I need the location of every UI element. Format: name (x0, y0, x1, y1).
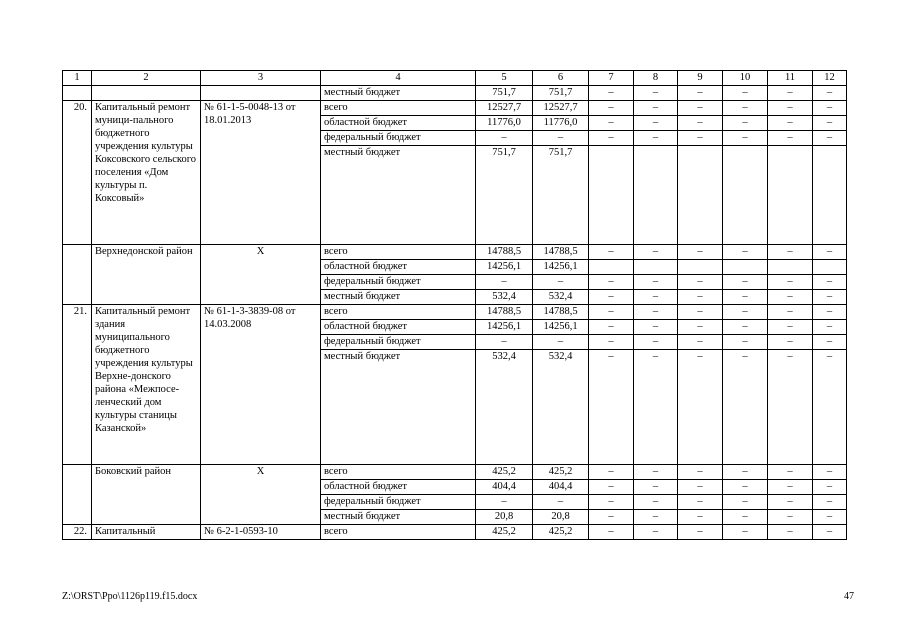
value-col7: – (589, 495, 634, 510)
value-col12: – (813, 495, 847, 510)
funding-source: местный бюджет (321, 146, 476, 245)
value-col10: – (723, 245, 768, 260)
value-col11: – (768, 495, 813, 510)
value-col11: – (768, 305, 813, 320)
value-col5: – (476, 495, 533, 510)
value-col5: – (476, 275, 533, 290)
value-col5: 404,4 (476, 480, 533, 495)
value-col11: – (768, 86, 813, 101)
value-col8: – (634, 101, 678, 116)
value-col9: – (678, 275, 723, 290)
value-col11: – (768, 350, 813, 465)
district-name: Боковский район (92, 465, 201, 525)
value-col7: – (589, 320, 634, 335)
value-col6: 425,2 (533, 465, 589, 480)
value-col9: – (678, 245, 723, 260)
funding-source: федеральный бюджет (321, 495, 476, 510)
value-col9: – (678, 131, 723, 146)
funding-source: всего (321, 245, 476, 260)
value-col7: – (589, 116, 634, 131)
value-col6: – (533, 275, 589, 290)
document-number: № 61-1-5-0048-13 от 18.01.2013 (201, 101, 321, 245)
value-col10: – (723, 465, 768, 480)
value-col6: 14256,1 (533, 320, 589, 335)
funding-source: местный бюджет (321, 86, 476, 101)
value-col8: – (634, 305, 678, 320)
object-name: Капитальный ремонт здания муниципального бюджетного учреждения культуры Верхне-донского района «Межпосе-ленческий дом культуры станицы Казанской» (92, 305, 201, 465)
header-row (63, 71, 847, 86)
value-col10: – (723, 510, 768, 525)
value-col11: – (768, 116, 813, 131)
header-cell: 1 (63, 71, 92, 86)
value-col12: – (813, 465, 847, 480)
value-col9: – (678, 480, 723, 495)
value-col9: – (678, 320, 723, 335)
value-col12: – (813, 350, 847, 465)
table-row (63, 465, 847, 480)
value-col6: 20,8 (533, 510, 589, 525)
value-col6: 12527,7 (533, 101, 589, 116)
row-number: 20. (63, 101, 92, 245)
value-col6: 404,4 (533, 480, 589, 495)
value-col11: – (768, 101, 813, 116)
value-col11: – (768, 245, 813, 260)
value-col8: – (634, 275, 678, 290)
value-col9: – (678, 335, 723, 350)
value-col7: – (589, 525, 634, 540)
x-mark: X (201, 245, 321, 305)
value-col8: – (634, 465, 678, 480)
value-col7: – (589, 131, 634, 146)
value-col10 (723, 260, 768, 275)
value-col8: – (634, 510, 678, 525)
value-col8: – (634, 245, 678, 260)
value-col6: 14788,5 (533, 305, 589, 320)
value-col9: – (678, 525, 723, 540)
value-col10: – (723, 290, 768, 305)
document-number: № 61-1-3-3839-08 от 14.03.2008 (201, 305, 321, 465)
value-col6: 751,7 (533, 146, 589, 245)
funding-source: всего (321, 465, 476, 480)
value-col7: – (589, 335, 634, 350)
header-cell: 12 (813, 71, 847, 86)
value-col6: – (533, 335, 589, 350)
value-col9: – (678, 350, 723, 465)
table-row (63, 245, 847, 260)
value-col8: – (634, 350, 678, 465)
value-col10: – (723, 131, 768, 146)
value-col12: – (813, 525, 847, 540)
header-cell: 3 (201, 71, 321, 86)
value-col9: – (678, 290, 723, 305)
value-col10: – (723, 525, 768, 540)
object-name: Капитальный (92, 525, 201, 540)
value-col5: 425,2 (476, 465, 533, 480)
value-col9: – (678, 86, 723, 101)
value-col7: – (589, 465, 634, 480)
empty-cell (201, 86, 321, 101)
value-col8: – (634, 480, 678, 495)
header-cell: 2 (92, 71, 201, 86)
value-col8: – (634, 116, 678, 131)
footer-file-path: Z:\ORST\Ppo\1126p119.f15.docx (62, 591, 198, 602)
value-col12: – (813, 305, 847, 320)
budget-table (62, 70, 847, 540)
document-number: № 6-2-1-0593-10 (201, 525, 321, 540)
value-col7: – (589, 305, 634, 320)
value-col12: – (813, 275, 847, 290)
value-col12: – (813, 86, 847, 101)
value-col6: 14256,1 (533, 260, 589, 275)
value-col6: 532,4 (533, 350, 589, 465)
value-col7: – (589, 510, 634, 525)
funding-source: областной бюджет (321, 480, 476, 495)
table-row (63, 305, 847, 320)
table-row (63, 86, 847, 101)
value-col5: 14256,1 (476, 260, 533, 275)
value-col11 (768, 146, 813, 245)
value-col5: 12527,7 (476, 101, 533, 116)
funding-source: местный бюджет (321, 290, 476, 305)
x-mark: X (201, 465, 321, 525)
header-cell: 5 (476, 71, 533, 86)
value-col8: – (634, 86, 678, 101)
value-col10: – (723, 305, 768, 320)
value-col10: – (723, 101, 768, 116)
header-cell: 10 (723, 71, 768, 86)
value-col9: – (678, 116, 723, 131)
funding-source: федеральный бюджет (321, 335, 476, 350)
value-col12: – (813, 116, 847, 131)
value-col8: – (634, 290, 678, 305)
value-col11: – (768, 465, 813, 480)
value-col12: – (813, 101, 847, 116)
table-row (63, 101, 847, 116)
value-col11: – (768, 290, 813, 305)
value-col11: – (768, 335, 813, 350)
value-col7: – (589, 245, 634, 260)
value-col5: 425,2 (476, 525, 533, 540)
value-col12: – (813, 480, 847, 495)
value-col8: – (634, 131, 678, 146)
value-col6: 425,2 (533, 525, 589, 540)
empty-cell (63, 86, 92, 101)
value-col9: – (678, 495, 723, 510)
value-col7: – (589, 290, 634, 305)
value-col11: – (768, 131, 813, 146)
value-col5: – (476, 131, 533, 146)
value-col5: 532,4 (476, 350, 533, 465)
value-col5: 751,7 (476, 146, 533, 245)
value-col6: 751,7 (533, 86, 589, 101)
value-col10: – (723, 350, 768, 465)
district-name: Верхнедонской район (92, 245, 201, 305)
funding-source: федеральный бюджет (321, 275, 476, 290)
value-col10: – (723, 275, 768, 290)
value-col5: 20,8 (476, 510, 533, 525)
value-col10 (723, 146, 768, 245)
value-col12: – (813, 335, 847, 350)
value-col8: – (634, 495, 678, 510)
value-col7 (589, 260, 634, 275)
value-col9: – (678, 510, 723, 525)
value-col9: – (678, 305, 723, 320)
value-col12: – (813, 245, 847, 260)
value-col5: 751,7 (476, 86, 533, 101)
value-col5: – (476, 335, 533, 350)
value-col10: – (723, 320, 768, 335)
value-col10: – (723, 480, 768, 495)
value-col7: – (589, 350, 634, 465)
value-col10: – (723, 86, 768, 101)
value-col8: – (634, 335, 678, 350)
value-col5: 11776,0 (476, 116, 533, 131)
value-col7: – (589, 101, 634, 116)
value-col11: – (768, 510, 813, 525)
value-col12 (813, 260, 847, 275)
header-cell: 6 (533, 71, 589, 86)
value-col6: 14788,5 (533, 245, 589, 260)
header-cell: 7 (589, 71, 634, 86)
funding-source: областной бюджет (321, 116, 476, 131)
value-col5: 14788,5 (476, 305, 533, 320)
value-col9: – (678, 465, 723, 480)
value-col7: – (589, 86, 634, 101)
table-row (63, 525, 847, 540)
value-col9: – (678, 101, 723, 116)
value-col11: – (768, 275, 813, 290)
value-col12: – (813, 131, 847, 146)
header-cell: 11 (768, 71, 813, 86)
funding-source: всего (321, 525, 476, 540)
value-col11 (768, 260, 813, 275)
value-col11: – (768, 525, 813, 540)
value-col9 (678, 146, 723, 245)
value-col5: 14788,5 (476, 245, 533, 260)
funding-source: всего (321, 305, 476, 320)
header-cell: 9 (678, 71, 723, 86)
funding-source: областной бюджет (321, 320, 476, 335)
empty-cell (92, 86, 201, 101)
header-cell: 4 (321, 71, 476, 86)
funding-source: областной бюджет (321, 260, 476, 275)
empty-cell (63, 465, 92, 525)
funding-source: федеральный бюджет (321, 131, 476, 146)
row-number: 21. (63, 305, 92, 465)
row-number: 22. (63, 525, 92, 540)
value-col8 (634, 260, 678, 275)
empty-cell (63, 245, 92, 305)
value-col7: – (589, 480, 634, 495)
value-col11: – (768, 480, 813, 495)
value-col12: – (813, 290, 847, 305)
value-col12 (813, 146, 847, 245)
funding-source: всего (321, 101, 476, 116)
value-col6: 11776,0 (533, 116, 589, 131)
value-col11: – (768, 320, 813, 335)
value-col10: – (723, 495, 768, 510)
value-col8 (634, 146, 678, 245)
page-number: 47 (844, 591, 854, 602)
value-col9 (678, 260, 723, 275)
value-col7 (589, 146, 634, 245)
value-col12: – (813, 320, 847, 335)
header-cell: 8 (634, 71, 678, 86)
value-col8: – (634, 525, 678, 540)
object-name: Капитальный ремонт муници-пального бюджетного учреждения культуры Коксовского сельского поселения «Дом культуры п. Коксовый» (92, 101, 201, 245)
value-col5: 14256,1 (476, 320, 533, 335)
funding-source: местный бюджет (321, 510, 476, 525)
value-col7: – (589, 275, 634, 290)
value-col10: – (723, 335, 768, 350)
value-col12: – (813, 510, 847, 525)
value-col6: 532,4 (533, 290, 589, 305)
value-col5: 532,4 (476, 290, 533, 305)
value-col6: – (533, 131, 589, 146)
value-col6: – (533, 495, 589, 510)
value-col10: – (723, 116, 768, 131)
value-col8: – (634, 320, 678, 335)
funding-source: местный бюджет (321, 350, 476, 465)
